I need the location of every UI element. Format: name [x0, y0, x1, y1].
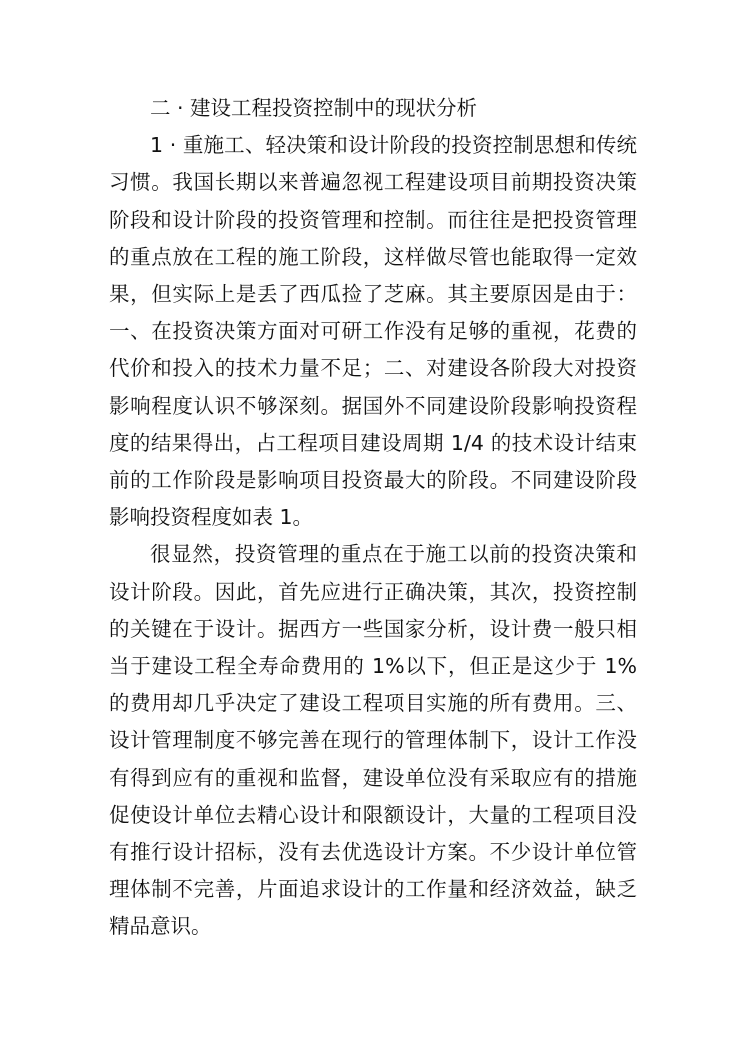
paragraph-2: 很显然，投资管理的重点在于施工以前的投资决策和设计阶段。因此，首先应进行正确决策，其次，投资控制的关键在于设计。据西方一些国家分析，设计费一般只相当于建设工程全寿命费用的 1%以下，但正是这少于 1%的费用却几乎决定了建设工程项目实施的所有费用。三、设计管理制度不够完善在现行的管理体制下，设计工作没有得到应有的重视和监督，建设单位没有采取应有的措施促使设计单位去精心设计和限额设计，大量的工程项目没有推行设计招标，没有去优选设计方案。不少设计单位管理体制不完善，片面追求设计的工作量和经济效益，缺乏精品意识。 — [109, 542, 637, 939]
paragraph-1: 1 · 重施工、轻决策和设计阶段的投资控制思想和传统习惯。我国长期以来普遍忽视工程建设项目前期投资决策阶段和设计阶段的投资管理和控制。而往往是把投资管理的重点放在工程的施工阶段，这样做尽管也能取得一定效果，但实际上是丢了西瓜捡了芝麻。其主要原因是由于：一、在投资决策方面对可研工作没有足够的重视，花费的代价和投入的技术力量不足；二、对建设各阶段大对投资影响程度认识不够深刻。据国外不同建设阶段影响投资程度的结果得出，占工程项目建设周期 1/4 的技术设计结束前的工作阶段是影响项目投资最大的阶段。不同建设阶段影响投资程度如表 1。 — [109, 133, 637, 530]
document-body — [109, 90, 637, 946]
section-heading: 二 · 建设工程投资控制中的现状分析 — [150, 96, 478, 120]
